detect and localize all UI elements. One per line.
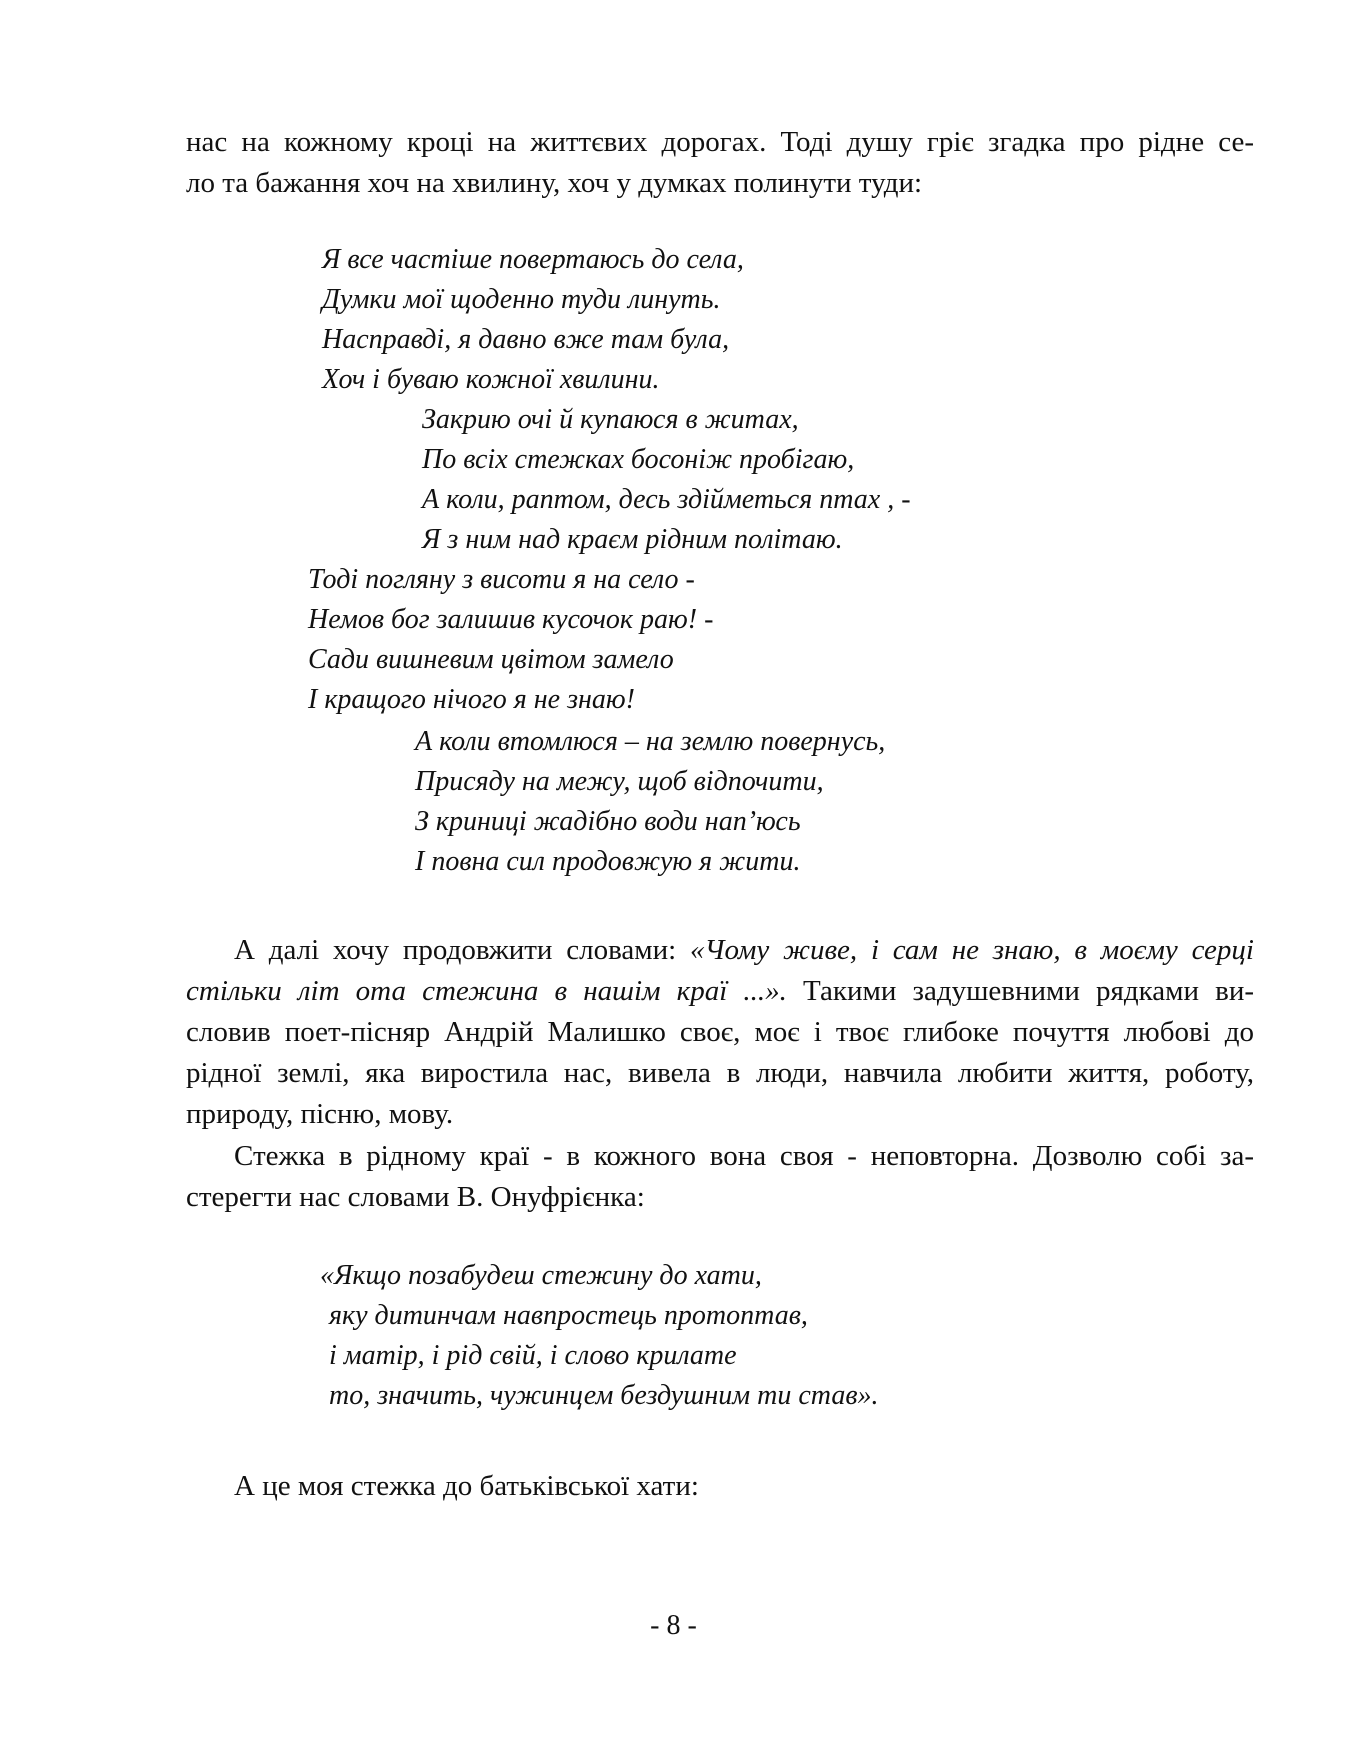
poem-1-stanza-3-line-2: Немов бог залишив кусочок раю! -: [308, 604, 714, 635]
paragraph-malyshko-line-3: словив поет-пісняр Андрій Малишко своє, моє і твоє глибоке почуття любові до: [186, 1016, 1254, 1048]
paragraph-stezhka: [186, 1136, 1254, 1218]
page-number: - 8 -: [650, 1610, 697, 1641]
paragraph-stezhka-line-1: Стежка в рідному краї - в кожного вона своя - неповторна. Дозволю собі за-: [234, 1140, 1254, 1172]
poem-1-stanza-2-line-4: Я з ним над краєм рідним політаю.: [422, 524, 843, 555]
paragraph-malyshko-lead: А далі хочу продовжити словами:: [234, 934, 690, 966]
paragraph-malyshko: [186, 930, 1254, 1135]
poem-1-stanza-3-line-1: Тоді погляну з висоти я на село -: [308, 564, 695, 595]
poem-1-stanza-4-line-4: І повна сил продовжую я жити.: [415, 846, 801, 877]
poem-1-stanza-4-line-2: Присяду на межу, щоб відпочити,: [415, 766, 824, 797]
intro-line-2: ло та бажання хоч на хвилину, хоч у думках полинути туди:: [186, 167, 923, 199]
paragraph-own-path-line-1: А це моя стежка до батьківської хати:: [234, 1470, 699, 1502]
intro-line-1: нас на кожному кроці на життєвих дорогах. Тоді душу гріє згадка про рідне се-: [186, 126, 1254, 158]
intro-paragraph: [186, 122, 1254, 204]
poem-2-line-3: і матір, і рід свій, і слово крилате: [329, 1340, 737, 1371]
poem-1-stanza-4-line-1: А коли втомлюся – на землю повернусь,: [415, 726, 886, 757]
paragraph-stezhka-line-2: стерегти нас словами В. Онуфрієнка:: [186, 1181, 645, 1213]
paragraph-malyshko-line-1: [186, 930, 1254, 971]
poem-1-stanza-1-line-3: Насправді, я давно вже там була,: [322, 324, 730, 355]
paragraph-malyshko-line-2: [186, 971, 1254, 1012]
poem-1-stanza-3-line-3: Сади вишневим цвітом замело: [308, 644, 674, 675]
paragraph-malyshko-continuation: Такими задушевними рядками ви-: [786, 975, 1254, 1007]
poem-2-line-1: «Якщо позабудеш стежину до хати,: [320, 1260, 762, 1291]
malyshko-quote-part-1: «Чому живе, і сам не знаю, в моєму серці: [689, 934, 1254, 966]
paragraph-malyshko-line-4: рідної землі, яка виростила нас, вивела в люди, навчила любити життя, роботу,: [186, 1057, 1254, 1089]
malyshko-quote-part-2: стільки літ ота стежина в нашім краї ...».: [186, 975, 787, 1007]
poem-2-line-2: яку дитинчам навпростець протоптав,: [329, 1300, 808, 1331]
poem-1-stanza-1-line-1: Я все частіше повертаюсь до села,: [322, 244, 744, 275]
poem-1-stanza-2-line-2: По всіх стежках босоніж пробігаю,: [422, 444, 855, 475]
poem-2-line-4: то, значить, чужинцем бездушним ти став».: [329, 1380, 879, 1411]
poem-1-stanza-1-line-2: Думки мої щоденно туди линуть.: [322, 284, 721, 315]
poem-1-stanza-4-line-3: З криниці жадібно води нап’юсь: [415, 806, 801, 837]
paragraph-own-path: [186, 1466, 1254, 1507]
poem-1-stanza-1-line-4: Хоч і буваю кожної хвилини.: [322, 364, 660, 395]
poem-1-stanza-3-line-4: І кращого нічого я не знаю!: [308, 684, 635, 715]
paragraph-malyshko-line-5: природу, пісню, мову.: [186, 1098, 454, 1130]
poem-1-stanza-2-line-1: Закрию очі й купаюся в житах,: [422, 404, 799, 435]
poem-1-stanza-2-line-3: А коли, раптом, десь здійметься птах , -: [422, 484, 911, 515]
